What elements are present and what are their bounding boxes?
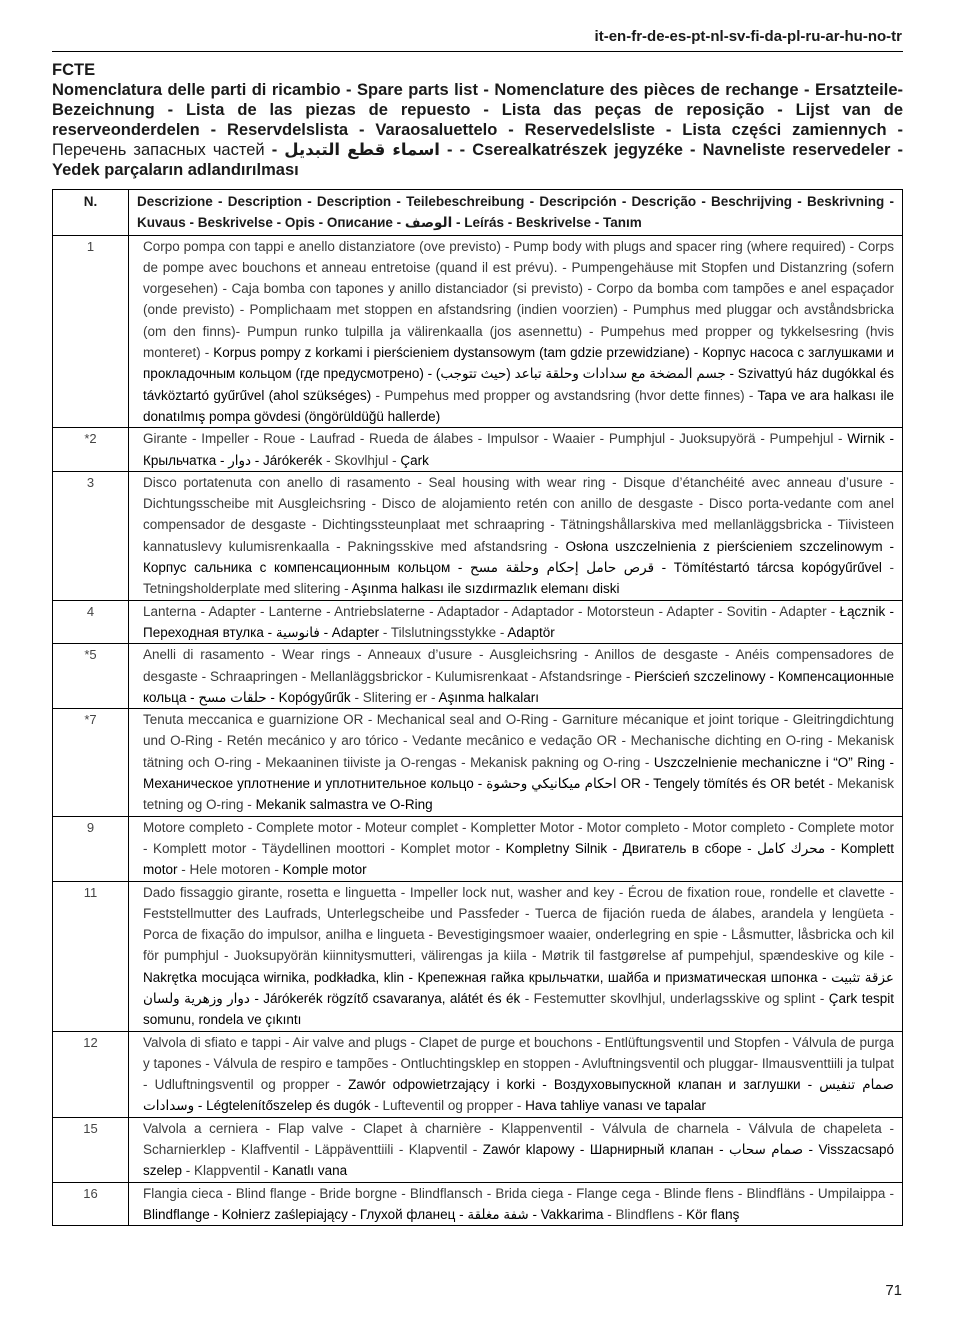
description-text: - Lufteventil og propper -: [374, 1098, 522, 1114]
description-highlight: Zawór odpowietrzający i korki - Воздуховыпускной клапан и заглушки - صمام تنفيس وسدادات - Légtelenítőszelep és dugók: [143, 1077, 894, 1114]
part-number: 15: [53, 1117, 129, 1182]
part-number: *2: [53, 428, 129, 472]
part-number: 3: [53, 471, 129, 600]
description-text: - Hele motoren -: [181, 862, 279, 878]
part-description: [129, 471, 903, 600]
part-number: 4: [53, 600, 129, 644]
description-highlight: Zawór klapowy - Шарнирный клапан - صمام سحاب - Visszacsapó szelep: [143, 1142, 894, 1179]
description-highlight: Kompletny Silnik - Двигатель в сборе - محرك كامل - Komplett motor: [143, 840, 894, 878]
description-text: - Skovlhjul -: [326, 452, 397, 468]
description-text: - Klappventil -: [185, 1163, 269, 1179]
description-highlight: Tapa ve ara halkası ile donatılmış pompa gövdesi (öngörüldüğü hallerde): [143, 387, 894, 424]
description-text: Disco portatenuta con anello di rasamento - Seal housing with wear ring - Disque d’étanchéité avec anneau d’usure - Dichtungsscheibe mit Ausgleichsring - Disco de alojamiento retén con anillo de desgaste - Disco porta-vedante com anel compensador de desgaste - Dichtingssteunplaat met schraapring - Tätningshållarskiva med mellanläggsbricka - Tiivisteen kannatuslevy kulumisrenkaalla - Pakningsskive med afstandsring -: [143, 474, 894, 554]
part-description: [129, 1182, 903, 1226]
column-header-description: Descrizione - Description - Description - Teilebeschreibung - Descripción - Descrição - Beschrijving - Beskrivning - Kuvaus - Beskrivelse - Opis - Описание - الوصف - Leírás - Beskrivelse - Tanım: [129, 190, 903, 236]
description-text: - Tetningsholderplate med slitering -: [143, 560, 894, 597]
part-number: 11: [53, 881, 129, 1031]
description-highlight: Wirnik - Крыльчатка - دوار - Járókerék: [143, 431, 894, 468]
description-text: - Mekanisk tetning og O-ring -: [143, 776, 894, 813]
description-text: Valvola di sfiato e tappi - Air valve and plugs - Clapet de purge et bouchons - Entlüftungsventil und Stopfen - Válvula de purga y tapones - Válvula de respiro e tampões - Ontluchtingsklep en stoppen - Avluftningsventil och pluggar- Ilmausventtiili ja tulpat - Udluftningsventil og propper -: [143, 1034, 894, 1093]
description-highlight: Kör flanş: [686, 1206, 740, 1222]
part-description: [129, 816, 903, 881]
part-number: *5: [53, 644, 129, 709]
description-text: Tenuta meccanica e guarnizione OR - Mechanical seal and O-Ring - Garniture mécanique et joint torique - Gleitringdichtung und O-Ring - Retén mecánico y aro tórico - Vedante mecânico e vedação OR - Mechanische dichting en O-ring - Mekanisk tätning och O-ring - Mekaaninen tiiviste ja O-rengas - Mekanisk pakning og O-ring -: [143, 712, 894, 770]
table-header-row: [53, 190, 903, 236]
description-text: Motore completo - Complete motor - Moteur complet - Kompletter Motor - Motor completo - Motor completo - Complete motor - Komplett motor - Täydellinen moottori - Komplet motor -: [143, 819, 894, 856]
table-row: [53, 600, 903, 644]
part-description: [129, 1031, 903, 1117]
table-row: [53, 428, 903, 472]
description-highlight: Çark: [400, 452, 429, 468]
description-highlight: Osłona uszczelnienia z pierścieniem szczelinowym - Корпус сальника с компенсационным кольцом - قرص حامل إحكام وحلقة مسح - Tömítéstartó tárcsa kopógyűrűvel: [143, 538, 894, 576]
description-text: - Tilslutningsstykke -: [382, 624, 505, 640]
description-highlight: Çark tespit somunu, rondela ve çıkıntı: [143, 990, 894, 1028]
description-text: Valvola a cerniera - Flap valve - Clapet à charnière - Klappenventil - Válvula de charnela - Válvula de chapeleta - Scharnierklep - Klaffventil - Läppäventtiili - Klapventil -: [143, 1120, 894, 1158]
document-heading: [52, 60, 903, 180]
table-row: [53, 235, 903, 428]
description-text: - Slitering er -: [354, 689, 436, 705]
parts-table: [52, 189, 903, 1226]
description-highlight: Adaptör: [507, 624, 555, 640]
description-highlight: Komple motor: [282, 862, 367, 878]
description-highlight: Aşınma halkaları: [438, 689, 540, 705]
table-row: [53, 709, 903, 816]
part-number: 9: [53, 816, 129, 881]
description-text: - Blindflens -: [607, 1206, 683, 1222]
description-highlight: Pierścień szczelinowy - Компенсационные кольца - حلقات مسح - Kopógyűrűk: [143, 668, 894, 705]
page-number: 71: [885, 1282, 902, 1299]
part-description: [129, 881, 903, 1031]
product-code: FCTE: [52, 61, 96, 79]
description-highlight: Łącznik - Переходная втулка - فانوسية - Adapter: [143, 603, 894, 640]
description-text: - Pumpehus med propper og avstandsring (hvor dette finnes) -: [375, 387, 754, 403]
part-description: [129, 235, 903, 428]
heading-title-tail: - Cserealkatrészek jegyzéke - Navneliste reservedeler - Yedek parçaların adlandırılması: [52, 141, 903, 179]
part-number: 16: [53, 1182, 129, 1226]
description-text: Corpo pompa con tappi e anello distanziatore (ove previsto) - Pump body with plugs and spacer ring (where required) - Corps de pompe avec bouchons et anneau entretoise (quand il est prévu). - Pumpengehäuse mit Stopfen und Distanzring (sofern vorgesehen) - Caja bomba con tapones y anillo distanciador (si previsto) - Corpo da bomba com tampões e anel espaçador (onde previsto) - Pomplichaam met stoppen en afstandsring (indien voorzien) - Pumphus med pluggar och avståndsbricka (om den finns)- Pumpun runko tulpilla ja välirenkaalla (jos asennettu) - Pumpehus med propper og tykkelsesring (hvis monteret) -: [143, 238, 894, 361]
table-row: [53, 1117, 903, 1182]
part-number: 12: [53, 1031, 129, 1117]
part-description: [129, 709, 903, 816]
heading-title: Nomenclatura delle parti di ricambio - Spare parts list - Nomenclature des pièces de rechange - Ersatzteile-Bezeichnung - Lista de las piezas de repuesto - Lista das peças de reposição - Lijst van de reserveonderdelen - Reservdelslista - Varaosaluettelo - Reservedelsliste - Lista części zamiennych -: [52, 81, 903, 139]
table-row: [53, 816, 903, 881]
table-row: [53, 471, 903, 600]
description-highlight: Korpus pompy z korkami i pierścieniem dystansowym (tam gdzie przewidziane) - Корпус насоса с заглушками и прокладочным кольцом (где предусмотрено) - جسم المضخة مع سدادات وحلقة تباعد (حيث تتوجب) - Szivattyú ház dugókkal és távköztartó gyűrűvel (ahol szükséges): [143, 345, 894, 403]
part-number: 1: [53, 235, 129, 428]
description-text: Girante - Impeller - Roue - Laufrad - Rueda de álabes - Impulsor - Waaier - Pumphjul - Juoksupyörä - Pumpehjul -: [143, 431, 843, 447]
language-codes: it-en-fr-de-es-pt-nl-sv-fi-da-pl-ru-ar-hu-no-tr: [594, 28, 902, 45]
description-highlight: Aşınma halkası ile sızdırmazlık elemanı diski: [351, 581, 620, 597]
part-description: [129, 1117, 903, 1182]
top-rule: [52, 51, 903, 52]
heading-title-ar: - اسماء قطع التبديل -: [271, 141, 453, 159]
description-text: Lanterna - Adapter - Lanterne - Antriebslaterne - Adaptador - Adaptador - Motorsteun - Adapter - Sovitin - Adapter -: [143, 603, 836, 619]
description-text: Dado fissaggio girante, rosetta e linguetta - Impeller lock nut, washer and key - Écrou de fixation roue, rondelle et clavette - Feststellmutter des Laufrads, Unterlegscheibe und Passfeder - Tuerca de fijación rueda de álabes, arandela y lengüeta - Porca de fixação do impulsor, anilha e lingueta - Bevestigingsmoer waaier, onderlegring en spie - Låsmutter, låsbricka och kil för pumphjul - Juoksupyörän kiinnitysmutteri, välirengas ja kiila - Møtrik til fastgørelse af pumpehjul, spændeskive og kile -: [143, 884, 894, 964]
description-highlight: Nakrętka mocująca wirnika, podkładka, klin - Крепежная гайка крыльчатки, шайба и призматическая шпонка - عزقة تثبيت دوار وزهرية ولسان - Járókerék rögzítő csavaranya, alátét és ék: [143, 969, 894, 1006]
description-text: Anelli di rasamento - Wear rings - Anneaux d’usure - Ausgleichsring - Anillos de desgaste - Anéis compensadores de desgaste - Schraapringen - Mellanläggsbrickor - Kulumisrenkaat - Afstandsringe -: [143, 647, 894, 684]
table-row: [53, 644, 903, 709]
part-description: [129, 644, 903, 709]
description-highlight: Mekanik salmastra ve O-Ring: [255, 797, 433, 813]
description-highlight: Blindflange - Kołnierz zaślepiający - Глухой фланец - شفة مغلقة - Vakkarima: [143, 1206, 604, 1222]
table-row: [53, 1182, 903, 1226]
part-number: *7: [53, 709, 129, 816]
heading-title-ru: Перечень запасных частей: [52, 141, 265, 159]
table-row: [53, 881, 903, 1031]
part-description: [129, 428, 903, 472]
table-row: [53, 1031, 903, 1117]
description-highlight: Hava tahliye vanası ve tapalar: [525, 1098, 706, 1114]
column-header-number: N.: [53, 190, 129, 236]
description-text: Flangia cieca - Blind flange - Bride borgne - Blindflansch - Brida ciega - Flange cega - Blinde flens - Blindfläns - Umpilaippa -: [143, 1185, 894, 1201]
part-description: [129, 600, 903, 644]
description-highlight: Kanatlı vana: [272, 1163, 348, 1179]
description-highlight: Uszczelnienie mechaniczne i “O” Ring - Механическое уплотнение и уплотнительное кольцо - احكام ميكانيكي وحشوة OR - Tengely tömítés és OR betét: [143, 754, 894, 792]
description-text: - Festemutter skovlhjul, underlagsskive og splint -: [524, 990, 825, 1006]
